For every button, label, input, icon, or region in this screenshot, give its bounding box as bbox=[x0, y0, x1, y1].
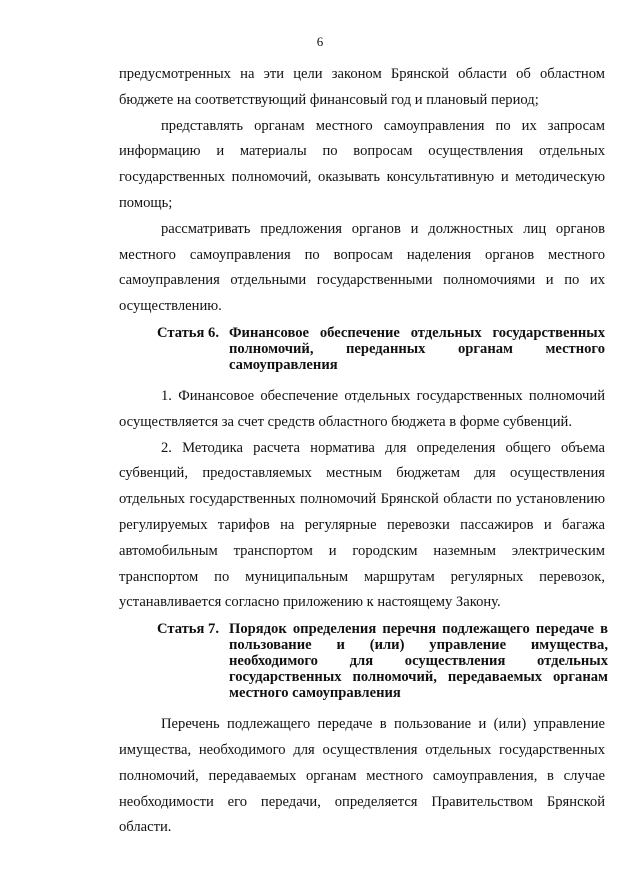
article-7-paragraph-1: Перечень подлежащего передаче в пользование и (или) управление имущества, необходимого для осуществления отдельных государственных полномочий, передаваемых органам местного самоуправления, в случае необходимости его передачи, определяется Правительством Брянской области. bbox=[119, 716, 605, 836]
article-7-title: Порядок определения перечня подлежащего передаче в пользование и (или) управление имущества, необходимого для осуществления отдельных государственных полномочий, передаваемых органам местного самоуправления bbox=[229, 621, 608, 702]
article-6-title: Финансовое обеспечение отдельных государственных полномочий, переданных органам местного самоуправления bbox=[229, 324, 605, 373]
article-7-label: Статья 7. bbox=[157, 621, 219, 638]
page-number: 6 bbox=[316, 34, 324, 49]
paragraph-consider-proposals: рассматривать предложения органов и должностных лиц органов местного самоуправления по вопросам наделения органов местного самоуправления отдельными государственными полномочиями и по их осуществлению. bbox=[119, 220, 605, 315]
article-6-label: Статья 6. bbox=[157, 324, 219, 341]
paragraph-provide-information: представлять органам местного самоуправления по их запросам информацию и материалы по вопросам осуществления отдельных государственных полномочий, оказывать консультативную и методическую помощь; bbox=[119, 117, 605, 211]
article-6-heading bbox=[119, 325, 605, 373]
article-7-heading bbox=[119, 621, 608, 702]
document-body bbox=[119, 62, 608, 841]
paragraph-continuation: предусмотренных на эти цели законом Брянской области об областном бюджете на соответствующий финансовый год и плановый период; bbox=[119, 66, 605, 108]
article-6-paragraph-2: 2. Методика расчета норматива для определения общего объема субвенций, предоставляемых местным бюджетам для осуществления отдельных государственных полномочий Брянской области по установлению регулируемых тарифов на регулярные перевозки пассажиров и багажа автомобильным транспортом и городским наземным электрическим транспортом по муниципальным маршрутам регулярных перевозок, устанавливается согласно приложению к настоящему Закону. bbox=[119, 439, 605, 611]
article-6-paragraph-1: 1. Финансовое обеспечение отдельных государственных полномочий осуществляется за счет средств областного бюджета в форме субвенций. bbox=[119, 387, 605, 430]
